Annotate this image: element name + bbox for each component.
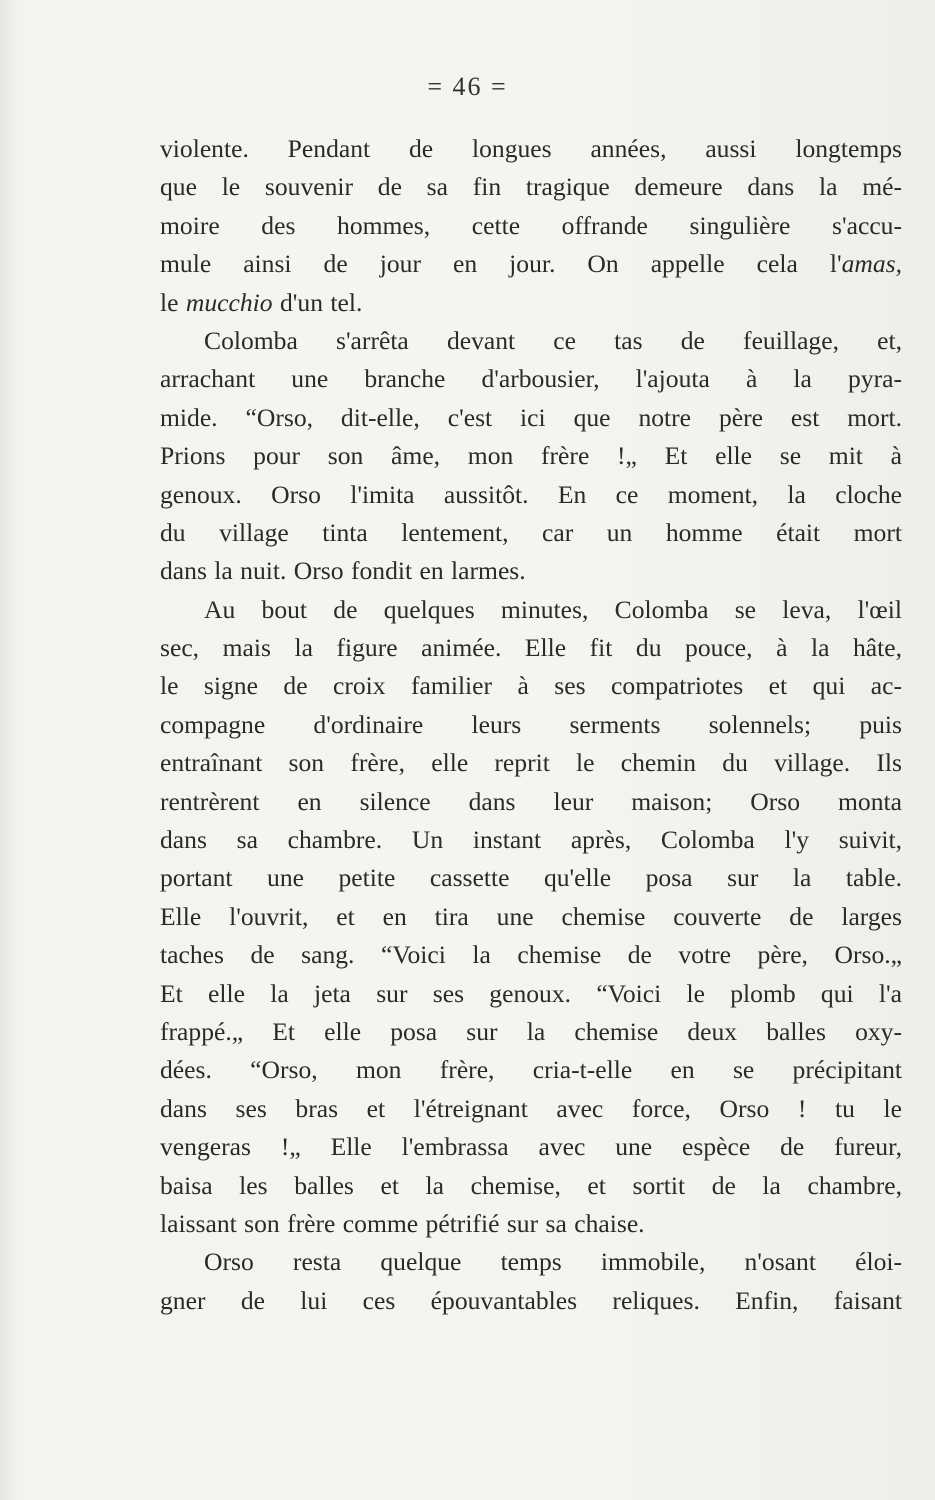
line-text: mule ainsi de jour en jour. On appelle cela l' <box>160 249 842 279</box>
line-text: sec, mais la figure animée. Elle fit du pouce, à la hâte, <box>160 633 902 663</box>
text-line <box>160 476 902 514</box>
text-line <box>160 975 902 1013</box>
line-text: d'un tel. <box>272 287 363 317</box>
italic-term: amas, <box>841 249 902 279</box>
text-line <box>160 1243 902 1281</box>
text-line <box>160 1282 902 1320</box>
text-line <box>160 1090 902 1128</box>
line-text: taches de sang. “Voici la chemise de votre père, Orso.„ <box>160 940 902 970</box>
line-text: Orso resta quelque temps immobile, n'osant éloi- <box>204 1247 902 1277</box>
line-text: Au bout de quelques minutes, Colomba se leva, l'œil <box>204 594 902 624</box>
text-line <box>160 821 902 859</box>
line-text: laissant son frère comme pétrifié sur sa chaise. <box>160 1208 645 1238</box>
text-line <box>160 245 902 283</box>
page-number: = 46 = <box>427 72 508 101</box>
line-text: dans la nuit. Orso fondit en larmes. <box>160 556 526 586</box>
line-text: dans ses bras et l'étreignant avec force, Orso ! tu le <box>160 1093 902 1123</box>
text-line <box>160 284 902 322</box>
line-text: Et elle la jeta sur ses genoux. “Voici le plomb qui l'a <box>160 978 902 1008</box>
line-text: gner de lui ces épouvantables reliques. Enfin, faisant <box>160 1285 902 1315</box>
text-line <box>160 744 902 782</box>
text-line <box>160 399 902 437</box>
text-line <box>160 437 902 475</box>
text-line <box>160 130 902 168</box>
line-text: entraînant son frère, elle reprit le chemin du village. Ils <box>160 748 902 778</box>
text-line <box>160 591 902 629</box>
text-line <box>160 859 902 897</box>
line-text: du village tinta lentement, car un homme était mort <box>160 517 902 547</box>
line-text: moire des hommes, cette offrande singulière s'accu- <box>160 210 902 240</box>
line-text: dans sa chambre. Un instant après, Colomba l'y suivit, <box>160 825 902 855</box>
italic-term: mucchio <box>185 287 273 317</box>
line-text: le <box>160 287 186 317</box>
text-line <box>160 667 902 705</box>
text-line <box>160 1128 902 1166</box>
text-line <box>160 1013 902 1051</box>
text-line <box>160 706 902 744</box>
text-line <box>160 207 902 245</box>
text-line <box>160 552 902 590</box>
text-line <box>160 629 902 667</box>
line-text: baisa les balles et la chemise, et sortit de la chambre, <box>160 1170 902 1200</box>
line-text: mide. “Orso, dit-elle, c'est ici que notre père est mort. <box>160 402 902 432</box>
line-text: Colomba s'arrêta devant ce tas de feuillage, et, <box>204 325 902 355</box>
line-text: compagne d'ordinaire leurs serments solennels; puis <box>160 709 902 739</box>
line-text: vengeras !„ Elle l'embrassa avec une espèce de fureur, <box>160 1132 902 1162</box>
line-text: rentrèrent en silence dans leur maison; Orso monta <box>160 786 902 816</box>
line-text: Prions pour son âme, mon frère !„ Et elle se mit à <box>160 441 902 471</box>
line-text: que le souvenir de sa fin tragique demeure dans la mé- <box>160 172 902 202</box>
text-line <box>160 514 902 552</box>
line-text: frappé.„ Et elle posa sur la chemise deux balles oxy- <box>160 1016 902 1046</box>
line-text: violente. Pendant de longues années, aussi longtemps <box>160 134 902 163</box>
line-text: Elle l'ouvrit, et en tira une chemise couverte de larges <box>160 901 902 931</box>
text-line <box>160 168 902 206</box>
line-text: genoux. Orso l'imita aussitôt. En ce moment, la cloche <box>160 479 902 509</box>
line-text: le signe de croix familier à ses compatriotes et qui ac- <box>160 671 902 701</box>
line-text: portant une petite cassette qu'elle posa sur la table. <box>160 863 902 893</box>
text-line <box>160 1205 902 1243</box>
text-line <box>160 1051 902 1089</box>
line-text: arrachant une branche d'arbousier, l'ajouta à la pyra- <box>160 364 902 394</box>
text-line <box>160 898 902 936</box>
text-line <box>160 783 902 821</box>
text-line <box>160 1167 902 1205</box>
text-line <box>160 936 902 974</box>
text-line <box>160 360 902 398</box>
body-text <box>160 130 902 1320</box>
line-text: dées. “Orso, mon frère, cria-t-elle en se précipitant <box>160 1055 902 1085</box>
text-line <box>160 322 902 360</box>
